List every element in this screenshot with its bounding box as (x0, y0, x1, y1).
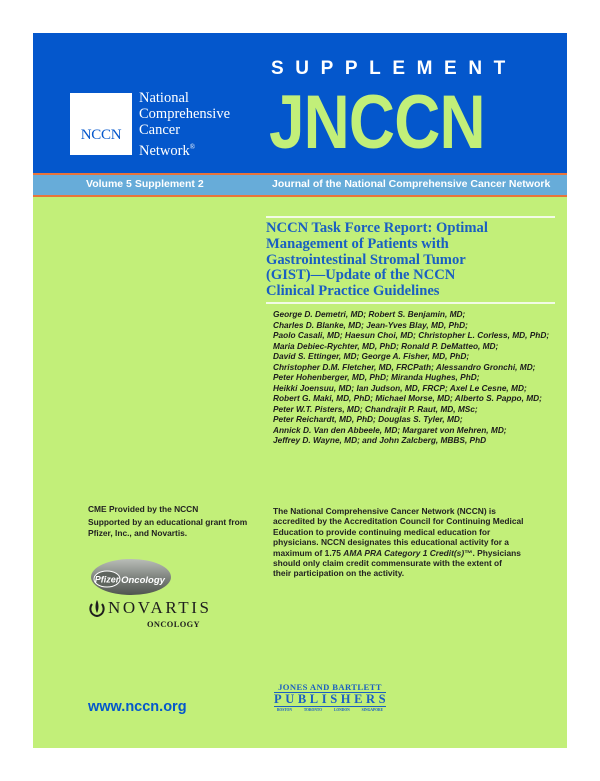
author-line: Christopher D.M. Fletcher, MD, FRCPath; Alessandro Gronchi, MD; (273, 361, 536, 372)
accreditation-line: Education to provide continuing medical education for (273, 526, 491, 537)
issue-label: Volume 5 Supplement 2 (86, 178, 204, 190)
author-line: Annick D. Van den Abbeele, MD; Margaret von Mehren, MD; (273, 424, 507, 435)
publisher-label: PUBLISHERS (274, 692, 390, 706)
publisher-city: LONDON (333, 708, 350, 712)
org-name-line (139, 139, 230, 159)
nccn-logo (70, 93, 132, 155)
supplement-label: SUPPLEMENT (271, 58, 517, 79)
accreditation-line: accredited by the Accreditation Council for Continuing Medical (273, 516, 524, 527)
author-line: Charles D. Blanke, MD; Jean-Yves Blay, MD, PhD; (273, 319, 468, 330)
author-line: David S. Ettinger, MD; George A. Fisher, MD, PhD; (273, 351, 470, 361)
orange-divider (33, 195, 567, 197)
support-line: Supported by an educational grant from (88, 517, 248, 527)
publisher-city: BOSTON (277, 708, 292, 712)
publisher-name: JONES AND BARTLETT (274, 682, 386, 693)
publisher-city: TORONTO (303, 708, 323, 712)
accreditation-line (273, 548, 524, 558)
author-line: Robert G. Maki, MD, PhD; Michael Morse, MD; Alberto S. Pappo, MD; (273, 393, 542, 403)
pfizer-oncology-logo (90, 558, 172, 596)
publisher-cities (274, 707, 386, 713)
cme-line: CME Provided by the NCCN (88, 504, 199, 514)
author-line: Maria Debiec-Rychter, MD, PhD; Ronald P. DeMatteo, MD; (273, 340, 499, 351)
novartis-flame-icon (89, 598, 105, 618)
org-name-network: Network (139, 142, 190, 159)
cme-provider (88, 504, 198, 515)
svg-text:Oncology: Oncology (121, 575, 165, 586)
title-line: NCCN Task Force Report: Optimal (266, 220, 488, 236)
title-top-rule (266, 216, 555, 218)
svg-text:Pfizer: Pfizer (94, 574, 120, 585)
journal-cover (33, 33, 567, 748)
org-name-line: National (139, 90, 189, 106)
title-line: Management of Patients with (266, 235, 449, 252)
journal-full-name: Journal of the National Comprehensive Cancer Network (272, 178, 551, 190)
title-line: Clinical Practice Guidelines (266, 283, 440, 300)
issue-band (33, 175, 567, 195)
novartis-wordmark: NOVARTIS (108, 598, 212, 617)
accreditation-line: physicians. NCCN designates this educational activity for a (273, 537, 509, 548)
author-line: Heikki Joensuu, MD; Ian Judson, MD, FRCP; Axel Le Cesne, MD; (273, 382, 527, 393)
website-link[interactable]: www.nccn.org (88, 699, 187, 715)
accreditation-line: should only claim credit commensurate with the extent of (273, 558, 502, 569)
article-title (266, 221, 561, 300)
author-line: Paolo Casali, MD; Haesun Choi, MD; Christopher L. Corless, MD, PhD; (273, 330, 550, 340)
support-line: Pfizer, Inc., and Novartis. (88, 528, 188, 538)
author-list (273, 309, 549, 446)
title-line: Gastrointestinal Stromal Tumor (266, 251, 466, 268)
publisher-city: SINGAPORE (361, 708, 383, 712)
title-line: (GIST)—Update of the NCCN (266, 267, 456, 284)
author-line: George D. Demetri, MD; Robert S. Benjamin, MD; (273, 309, 466, 319)
novartis-oncology-logo (88, 597, 212, 637)
credit-suffix: ™. Physicians (464, 547, 521, 558)
novartis-division: ONCOLOGY (147, 620, 200, 629)
org-name-line: Cancer (139, 122, 181, 139)
author-line: Peter Hohenberger, MD, PhD; Miranda Hughes, PhD; (273, 372, 480, 382)
accreditation-line: The National Comprehensive Cancer Network (NCCN) is (273, 506, 496, 516)
accreditation-statement (273, 506, 524, 579)
pfizer-oval-icon (90, 558, 172, 596)
accreditation-line: their participation on the activity. (273, 568, 405, 579)
organization-name (139, 90, 230, 159)
journal-masthead: JNCCN (269, 80, 485, 165)
author-line: Peter Reichardt, MD, PhD; Douglas S. Tyler, MD; (273, 414, 463, 424)
publisher-logo (274, 682, 390, 713)
title-bottom-rule (266, 302, 555, 304)
cover-header (33, 33, 567, 173)
author-line: Peter W.T. Pisters, MD; Chandrajit P. Raut, MD, MSc; (273, 403, 478, 414)
credit-prefix: maximum of 1.75 (273, 547, 344, 558)
credit-designation: AMA PRA Category 1 Credit(s) (343, 547, 465, 558)
registered-mark: ® (189, 142, 196, 151)
nccn-logo-text: NCCN (80, 127, 122, 143)
author-line: Jeffrey D. Wayne, MD; and John Zalcberg, MBBS, PhD (273, 435, 487, 445)
grant-support (88, 517, 247, 539)
org-name-line: Comprehensive (139, 106, 231, 123)
